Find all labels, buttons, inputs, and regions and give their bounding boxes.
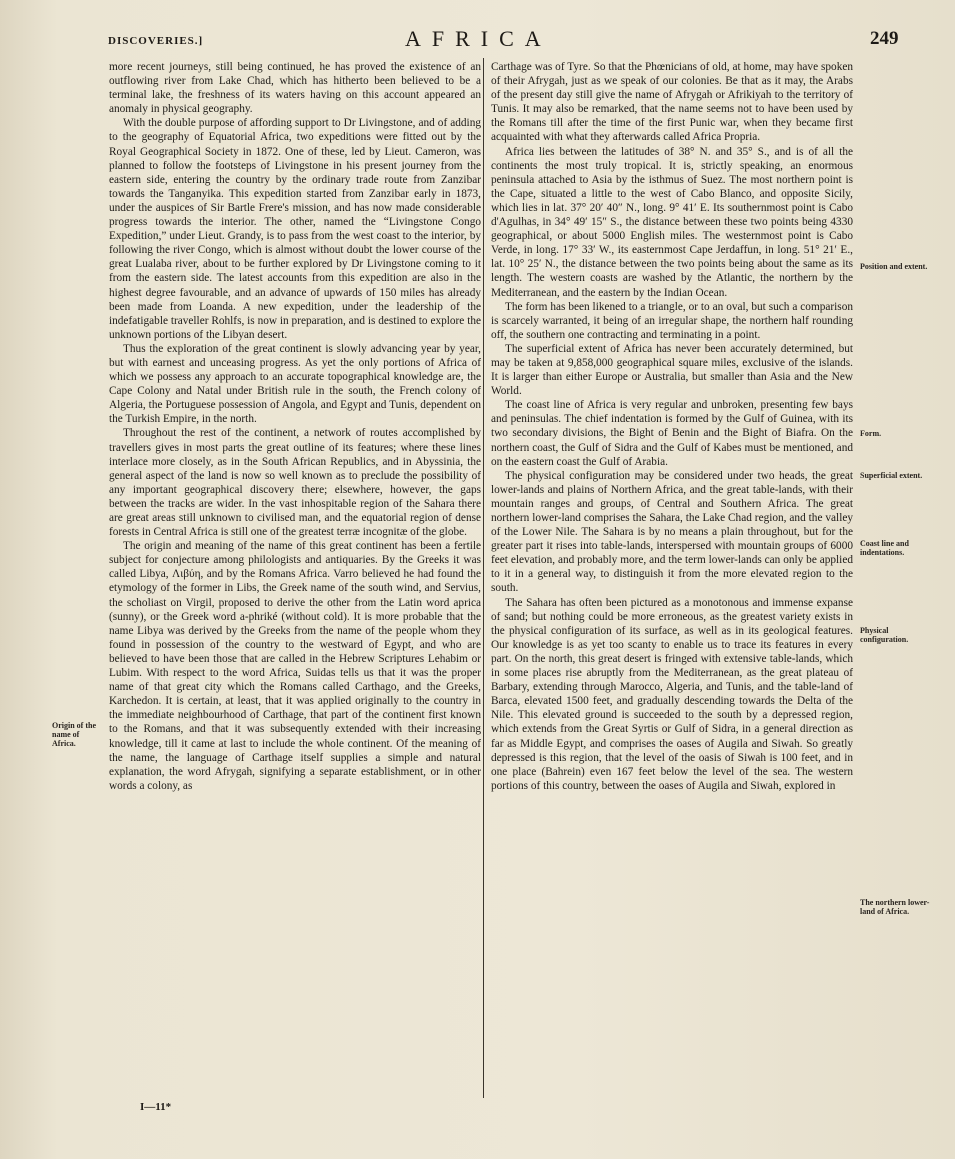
- paragraph: The form has been likened to a triangle, or to an oval, but such a comparison is scarcely warranted, it being of an irregular shape, the northern half rounding off, the southern one contracting and terminating in a point.: [491, 300, 853, 341]
- page-number: 249: [870, 28, 899, 49]
- running-head-title: AFRICA: [405, 26, 552, 51]
- paragraph: The physical configuration may be considered under two heads, the great lower-lands and plains of Northern Africa, and the great table-lands, with their mountain ranges and groups, of Central and Southern Africa. The great northern lower-land comprises the Sahara, the Lake Chad region, and the valley of the Lower Nile. The Sahara is by no means a plain throughout, but for the greater part it rises into table-lands, interspersed with mountain groups of 6000 feet elevation, and probably more, and the term lower-lands can only be applied to it in a general way, to distinguish it from the more elevated region to the south.: [491, 469, 853, 595]
- paragraph: With the double purpose of affording support to Dr Livingstone, and of adding to the geography of Equatorial Africa, two expeditions were fitted out by the Royal Geographical Society in 1872. One of these, led by Lieut. Cameron, was planned to follow the footsteps of Livingstone in his present journey from the eastern side, entering the country by the ordinary trade route from Zanzibar towards the Tanganyika. This expedition started from Zanzibar early in 1873, under the auspices of Sir Bartle Frere's mission, and has now made considerable progress towards the interior. The other, named the “Livingstone Congo Expedition,” under Lieut. Grandy, is to pass from the west coast to the interior, by following the river Congo, which is almost without doubt the lower course of the great Lualaba river, about to be further explored by Dr Livingstone coming to it from the eastern side. The latest accounts from this expedition are also in the highest degree favourable, and an advance of upwards of 150 miles has already been made from Loanda. A new expedition, under the leadership of the indefatigable traveller Rohlfs, is now in preparation, and is destined to explore the unknown portions of the Libyan desert.: [109, 117, 481, 341]
- right-column: [491, 60, 853, 793]
- paragraph: Africa lies between the latitudes of 38° N. and 35° S., and is of all the continents the most truly tropical. It is, strictly speaking, an enormous peninsula attached to Asia by the isthmus of Suez. The most northern point is the Cape, situated a little to the west of Cabo Blanco, and opposite Sicily, which lies in lat. 37° 20′ 40″ N., long. 9° 41′ E. Its southernmost point is Cabo d'Agulhas, in 34° 49′ 15″ S., the distance between these two points being 4330 geographical, or about 5000 English miles. The westernmost point is Cabo Verde, in long. 17° 33′ W., its easternmost Cape Jerdaffun, in long. 51° 21′ E., lat. 10° 25′ N., the distance between the two points being about the same as its length. The western coasts are washed by the Atlantic, the northern by the Mediterranean, and the eastern by the Indian Ocean.: [491, 145, 853, 299]
- paragraph: The coast line of Africa is very regular and unbroken, presenting few bays and peninsulas. The chief indentation is formed by the Gulf of Guinea, with its two secondary divisions, the Bight of Benin and the Bight of Biafra. On the northern coast, the Gulf of Sidra and the Gulf of Kabes must be mentioned, and on the eastern coast the Gulf of Arabia.: [491, 399, 853, 468]
- column-divider: [483, 58, 484, 1098]
- margin-note-origin: Origin of the name of Africa.: [52, 721, 96, 748]
- margin-note-superficial: Superficial extent.: [860, 471, 923, 480]
- signature-mark: I—11*: [140, 1101, 172, 1113]
- paragraph: Throughout the rest of the continent, a network of routes accomplished by travellers gives in most parts the great outline of its features; where these lines interlace more closely, as in the South African Republics, and in Abyssinia, the general aspect of the land is now so well known as to preclude the possibility of any important geographical discovery there; elsewhere, however, the gaps between the tracks are wider. In the vast inhospitable region of the Sahara there are great areas still unknown to civilised man, and the equatorial region of dense forests in Central Africa is still one of the greatest terræ incognitæ of the globe.: [109, 427, 481, 539]
- margin-note-coast: Coast line and indentations.: [860, 539, 909, 557]
- margin-note-physical: Physical configuration.: [860, 626, 909, 644]
- paragraph: The superficial extent of Africa has never been accurately determined, but may be taken at 9,858,000 geographical square miles, exclusive of the islands. It is larger than either Europe or Australia, but smaller than Asia and the New World.: [491, 342, 853, 398]
- paragraph: The origin and meaning of the name of this great continent has been a fertile subject for conjecture among philologists and antiquaries. By the Greeks it was called Libya, Λιβύη, and by the Romans Africa. Varro believed he had found the etymology of the former in Libs, the Greek name of the south wind, and Servius, the scholiast on Virgil, proposed to derive the other from the Latin word aprica (sunny), or the Greek word a-phriké (without cold). It is more probable that the name Libya was derived by the Greeks from the name of the people whom they found in possession of the country to the westward of Egypt, and who are believed to have been those that are called in the Hebrew Scriptures Lehabim or Lubim. With respect to the word Africa, Suidas tells us that it was the proper name of that great city which the Romans called Carthago, and the Greeks, Karchedon. It is certain, at least, that it was applied originally to the country in the immediate neighbourhood of Carthage, that part of the continent first known to the Romans, and that it was subsequently extended with their increasing knowledge, till it came at last to include the whole continent. Of the meaning of the name, the language of Carthage itself supplies a simple and natural explanation, the word Afrygah, signifying a separate establishment, or in other words a colony, as: [109, 540, 481, 792]
- left-column: [109, 60, 481, 793]
- paragraph: Carthage was of Tyre. So that the Phœnicians of old, at home, may have spoken of their Afrygah, just as we speak of our colonies. Be that as it may, the Arabs of the present day still give the name of Afrygah or Afrikiyah to the territory of Tunis. It may also be remarked, that the name seems not to have been used by the Romans till after the time of the first Punic war, when they became first acquainted with what they afterwards called Africa Propria.: [491, 61, 853, 144]
- margin-note-position: Position and extent.: [860, 262, 928, 271]
- running-head-section: DISCOVERIES.]: [108, 35, 204, 47]
- margin-note-northern: The northern lower-land of Africa.: [860, 898, 930, 916]
- margin-note-form: Form.: [860, 429, 882, 438]
- paragraph: more recent journeys, still being continued, he has proved the existence of an outflowing river from Lake Chad, which has hitherto been believed to be a terminal lake, the freshness of its waters having on this account appeared an anomaly in physical geography.: [109, 61, 481, 116]
- paragraph: The Sahara has often been pictured as a monotonous and immense expanse of sand; but nothing could be more erroneous, as the greatest variety exists in the physical configuration of its surface, as well as in its geological features. Our knowledge is as yet too scanty to enable us to trace its features in every part. On the north, this great desert is fringed with extensive table-lands, which in some places rise abruptly from the Mediterranean, as the great plateau of Barbary, extending through Marocco, Algeria, and Tunis, and the table-land of Barca, elevated 1500 feet, and gradually descending towards the Delta of the Nile. This elevated ground is succeeded to the south by a depressed region, which extends from the Great Syrtis or Gulf of Sidra, in a general direction as far as Middle Egypt, and comprises the oases of Augila and Siwah. So greatly depressed is this region, that the level of the oasis of Siwah is 100 feet, and in one place (Bahrein) even 167 feet below the level of the sea. The western portions of this country, between the oases of Augila and Siwah, explored in: [491, 596, 853, 792]
- paragraph: Thus the exploration of the great continent is slowly advancing year by year, but with earnest and unceasing progress. As yet the only portions of Africa of which we possess any approach to an accurate topographical knowledge are, the Cape Colony and Natal under British rule in the south, the French colony of Algeria, the Portuguese possession of Angola, and Egypt and Tunis, dependent on the Turkish Empire, in the north.: [109, 342, 481, 426]
